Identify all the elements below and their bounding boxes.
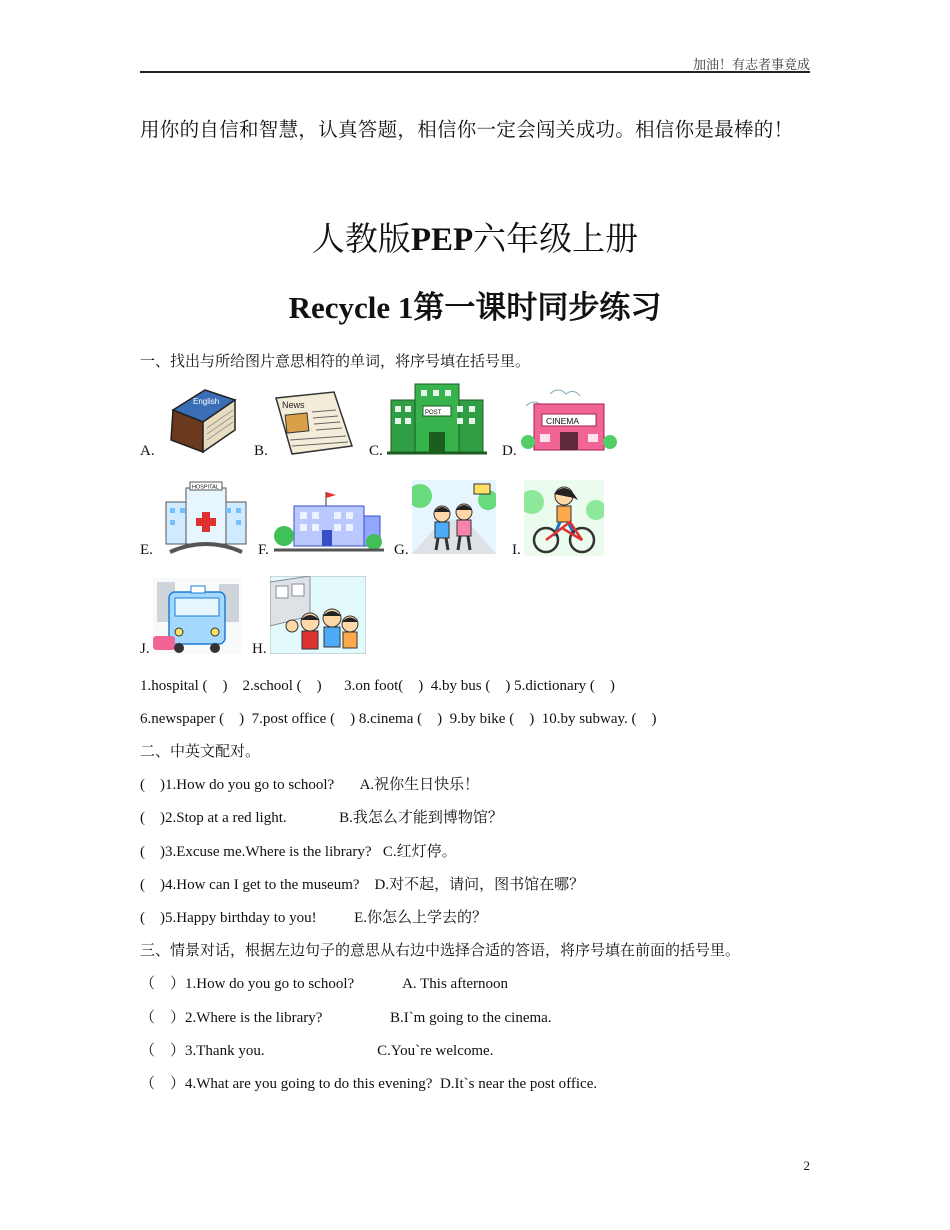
picture-label-g: G.	[394, 542, 409, 558]
title-pep: PEP	[410, 222, 474, 258]
intro-text: 用你的自信和智慧，认真答题，相信你一定会闯关成功。相信你是最棒的！	[140, 120, 794, 141]
picture-label-e: E.	[140, 542, 153, 558]
section1-heading: 一、找出与所给图片意思相符的单词，将序号填在括号里。	[140, 354, 531, 370]
school-icon	[274, 490, 384, 554]
cinema-icon	[520, 384, 618, 454]
title-volume: 六年级上册	[473, 222, 639, 258]
picture-label-f: F.	[258, 542, 269, 558]
section2-item-3: ( )3.Excuse me.Where is the library? C.红灯停。	[140, 844, 457, 860]
header-motto: 加油！有志者事竟成	[692, 57, 810, 72]
page-number: 2	[803, 1158, 810, 1173]
section2-item-2: ( )2.Stop at a red light. B.我怎么才能到博物馆？	[140, 810, 503, 826]
section2-item-1: ( )1.How do you go to school? A.祝你生日快乐！	[140, 777, 480, 793]
section1-words-row-1: 1.hospital ( ) 2.school ( ) 3.on foot( ) 4.by bus ( ) 5.dictionary ( )	[140, 678, 615, 694]
svg-text:News: News	[282, 400, 305, 410]
book-icon	[165, 388, 240, 456]
title-grade-publisher: 人教版	[311, 222, 411, 258]
section3-item-1: （ ）1.How do you go to school? A. This afternoon	[140, 976, 509, 992]
svg-text:CINEMA: CINEMA	[546, 416, 580, 426]
svg-text:HOSPITAL: HOSPITAL	[192, 484, 219, 491]
picture-label-d: D.	[502, 443, 517, 459]
header-divider	[140, 71, 810, 73]
section2-item-5: ( )5.Happy birthday to you! E.你怎么上学去的？	[140, 910, 488, 926]
post-office-icon	[387, 382, 487, 456]
section2-heading: 二、中英文配对。	[140, 744, 261, 760]
section1-words-row-2: 6.newspaper ( ) 7.post office ( ) 8.cinema ( ) 9.by bike ( ) 10.by subway. ( )	[140, 711, 657, 727]
section3-item-2: （ ）2.Where is the library? B.I`m going to the cinema.	[140, 1010, 552, 1026]
section3-item-4: （ ）4.What are you going to do this evening? D.It`s near the post office.	[140, 1076, 598, 1092]
picture-label-h: H.	[252, 641, 267, 657]
bike-rider-icon	[524, 480, 604, 556]
picture-label-c: C.	[369, 443, 383, 459]
picture-label-b: B.	[254, 443, 268, 459]
section3-item-3: （ ）3.Thank you. C.You`re welcome.	[140, 1043, 494, 1059]
title-line-1	[0, 218, 950, 262]
bus-icon	[153, 578, 241, 654]
picture-label-j: J.	[140, 641, 150, 657]
svg-text:English: English	[193, 397, 220, 406]
title-line-2: Recycle 1第一课时同步练习	[288, 290, 662, 325]
walking-kids-icon	[412, 480, 496, 554]
subway-kids-icon	[270, 576, 366, 654]
section3-heading: 三、情景对话，根据左边句子的意思从右边中选择合适的答语，将序号填在前面的括号里。	[140, 943, 741, 959]
svg-text:POST: POST	[425, 410, 442, 416]
hospital-icon	[160, 478, 252, 554]
section2-item-4: ( )4.How can I get to the museum? D.对不起，请问，图书馆在哪？	[140, 877, 585, 893]
picture-label-a: A.	[140, 443, 155, 459]
newspaper-icon	[272, 390, 356, 456]
picture-label-i: I.	[512, 542, 521, 558]
